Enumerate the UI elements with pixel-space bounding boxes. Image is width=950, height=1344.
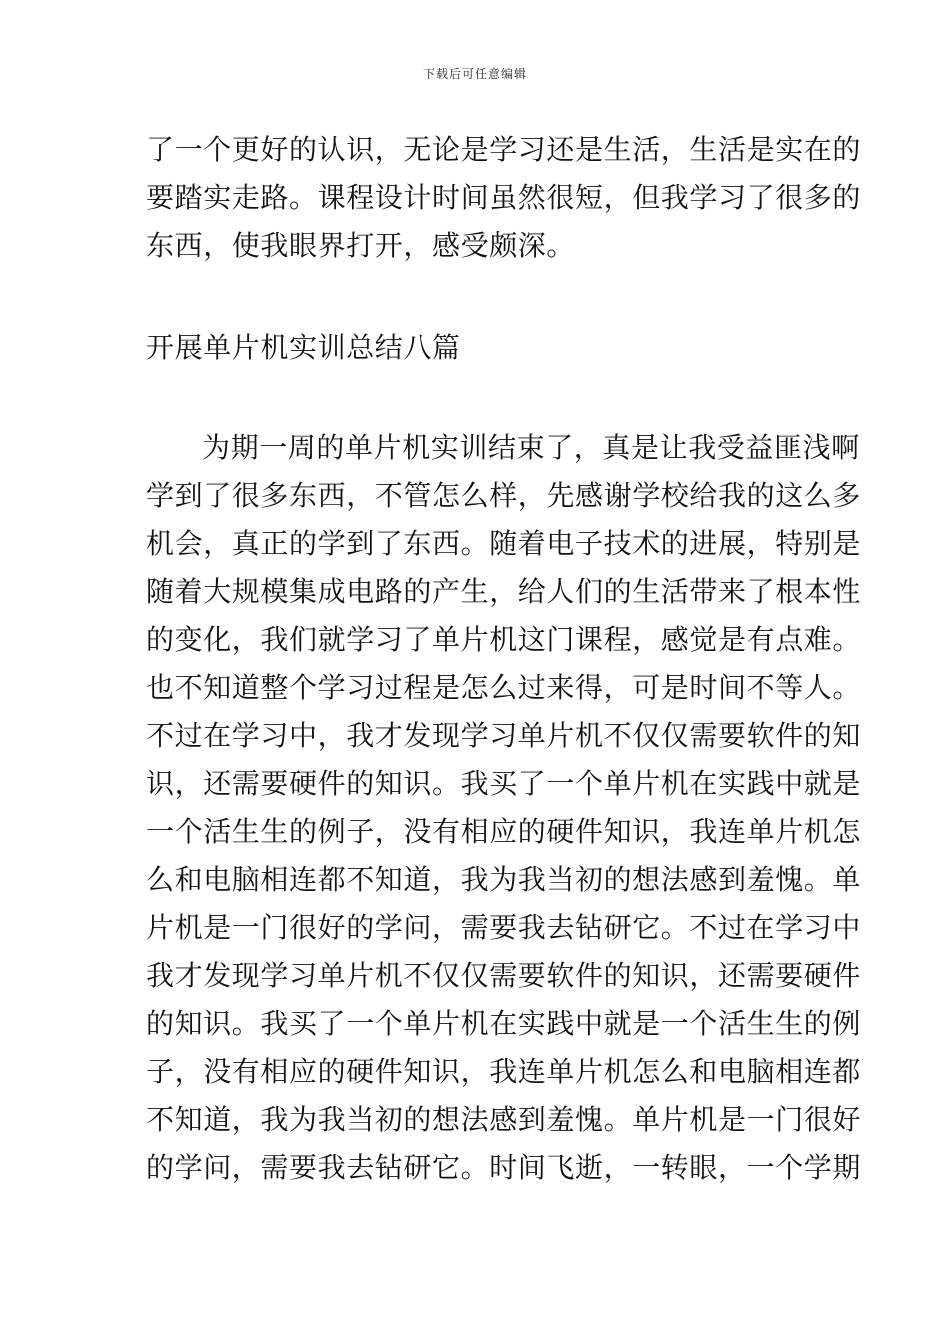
paragraph-line: 片机是一门很好的学问，需要我去钻研它。不过在学习中 bbox=[146, 911, 862, 944]
paragraph-line: 一个活生生的例子，没有相应的硬件知识，我连单片机怎 bbox=[146, 815, 862, 848]
paragraph-line: 要踏实走路。课程设计时间虽然很短，但我学习了很多的 bbox=[146, 181, 862, 214]
paragraph-line: 东西，使我眼界打开，感受颇深。 bbox=[146, 229, 576, 262]
paragraph-line: 了一个更好的认识，无论是学习还是生活，生活是实在的 bbox=[146, 133, 862, 166]
paragraph-line: 机会，真正的学到了东西。随着电子技术的进展，特别是 bbox=[146, 527, 862, 560]
paragraph-line: 的知识。我买了一个单片机在实践中就是一个活生生的例 bbox=[146, 1007, 862, 1040]
section-title: 开展单片机实训总结八篇 bbox=[146, 331, 461, 364]
paragraph-line: 学到了很多东西，不管怎么样，先感谢学校给我的这么多 bbox=[146, 479, 862, 512]
paragraph-body bbox=[146, 424, 862, 1192]
paragraph-line: 不过在学习中，我才发现学习单片机不仅仅需要软件的知 bbox=[146, 719, 862, 752]
paragraph-line: 为期一周的单片机实训结束了，真是让我受益匪浅啊 bbox=[202, 431, 860, 464]
paragraph-line: 我才发现学习单片机不仅仅需要软件的知识，还需要硬件 bbox=[146, 959, 862, 992]
paragraph-line: 的变化，我们就学习了单片机这门课程，感觉是有点难。 bbox=[146, 623, 862, 656]
paragraph-line: 也不知道整个学习过程是怎么过来得，可是时间不等人。 bbox=[146, 671, 862, 704]
section-heading bbox=[146, 324, 816, 372]
paragraph-line: 随着大规模集成电路的产生，给人们的生活带来了根本性 bbox=[146, 575, 862, 608]
paragraph-line: 么和电脑相连都不知道，我为我当初的想法感到羞愧。单 bbox=[146, 863, 862, 896]
paragraph-line: 识，还需要硬件的知识。我买了一个单片机在实践中就是 bbox=[146, 767, 862, 800]
paragraph-line: 不知道，我为我当初的想法感到羞愧。单片机是一门很好 bbox=[146, 1103, 862, 1136]
page-header: 下载后可任意编辑 bbox=[422, 67, 527, 81]
paragraph-line: 子，没有相应的硬件知识，我连单片机怎么和电脑相连都 bbox=[146, 1055, 862, 1088]
paragraph-line: 的学问，需要我去钻研它。时间飞逝，一转眼，一个学期 bbox=[146, 1151, 862, 1184]
paragraph-continued bbox=[146, 126, 862, 270]
